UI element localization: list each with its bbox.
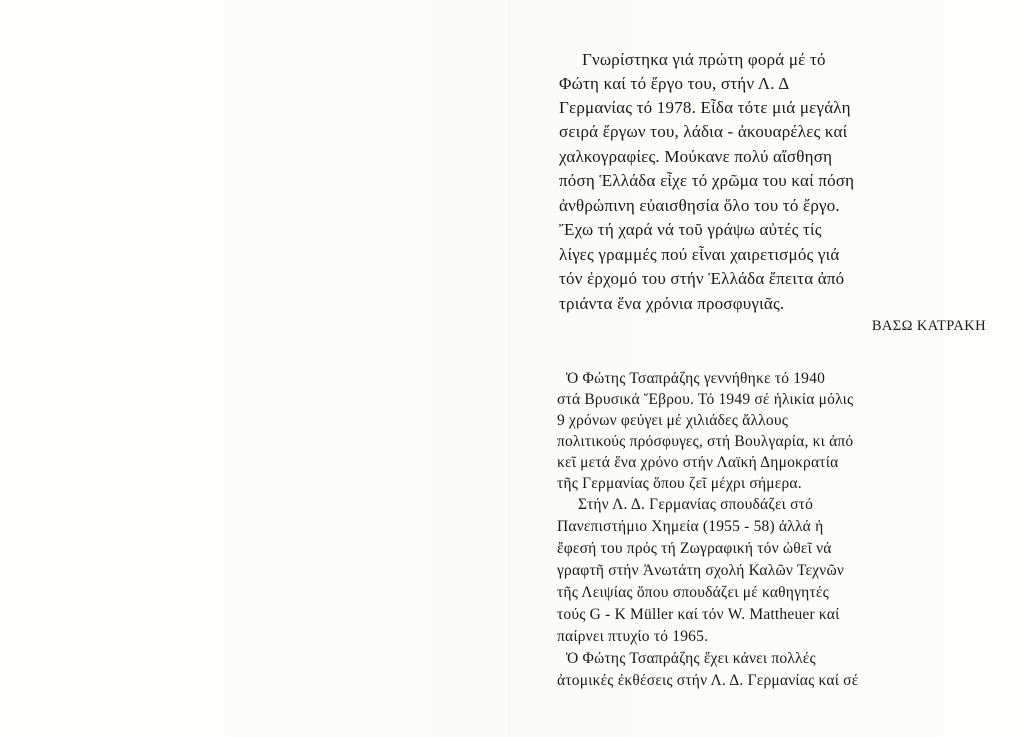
bio-line: κεῖ μετά ἕνα χρόνο στήν Λαϊκή Δημοκρατία — [557, 454, 839, 471]
quote-line: Φώτη καί τό ἔργο του, στήν Λ. Δ — [559, 74, 790, 93]
bio-line: Πανεπιστήμιο Χημεία (1955 - 58) ἀλλά ἡ — [557, 518, 824, 535]
quote-line: σειρά ἔργων του, λάδια - ἀκουαρέλες καί — [559, 122, 848, 141]
bio-line: Ὁ Φώτης Τσαπράζης γεννήθηκε τό 1940 — [566, 370, 826, 387]
quote-line: τριάντα ἕνα χρόνια προσφυγιᾶς. — [559, 294, 785, 313]
page-gutter — [508, 0, 510, 737]
bio-line: τῆς Γερμανίας ὅπου ζεῖ μέχρι σήμερα. — [557, 475, 802, 492]
bio-line: Στήν Λ. Δ. Γερμανίας σπουδάζει στό — [578, 496, 814, 513]
bio-line: ἔφεσή του πρός τή Ζωγραφική τόν ὠθεῖ νά — [557, 540, 832, 557]
quote-line: χαλκογραφίες. Μούκανε πολύ αἴσθηση — [559, 147, 833, 166]
quote-line: Γνωρίστηκα γιά πρώτη φορά μέ τό — [582, 50, 826, 69]
quote-line: λίγες γραμμές πού εἶναι χαιρετισμός γιά — [559, 245, 840, 264]
bio-line: Ὁ Φώτης Τσαπράζης ἔχει κάνει πολλές — [566, 650, 816, 667]
quote-line: ἀνθρώπινη εὐαισθησία ὅλο του τό ἔργο. — [559, 196, 840, 215]
bio-line: γραφτῆ στήν Ἀνωτάτη σχολή Καλῶν Τεχνῶν — [557, 562, 845, 579]
bio-line: στά Βρυσικά Ἔβρου. Τό 1949 σέ ἡλικία μόλις — [557, 391, 854, 408]
quote-line: τόν ἐρχομό του στήν Ἑλλάδα ἔπειτα ἀπό — [559, 269, 845, 288]
bio-line: 9 χρόνων φεύγει μέ χιλιάδες ἄλλους — [557, 412, 789, 429]
bio-line: ἀτομικές ἐκθέσεις στήν Λ. Δ. Γερμανίας καί σέ — [557, 672, 859, 689]
quote-line: πόση Ἑλλάδα εἶχε τό χρῶμα του καί πόση — [559, 171, 855, 190]
bio-line: παίρνει πτυχίο τό 1965. — [557, 628, 709, 645]
signature: ΒΑΣΩ ΚΑΤΡΑΚΗ — [871, 318, 986, 334]
quote-line: Ἔχω τή χαρά νά τοῦ γράψω αὐτές τίς — [559, 220, 822, 239]
bio-line: πολιτικούς πρόσφυγες, στή Βουλγαρία, κι ἀπό — [557, 433, 854, 450]
bio-line: τῆς Λειψίας ὅπου σπουδάζει μέ καθηγητές — [557, 584, 829, 601]
bio-line: τούς G - K Müller καί τόν W. Mattheuer καί — [557, 606, 840, 623]
quote-line: Γερμανίας τό 1978. Εἶδα τότε μιά μεγάλη — [559, 98, 851, 117]
